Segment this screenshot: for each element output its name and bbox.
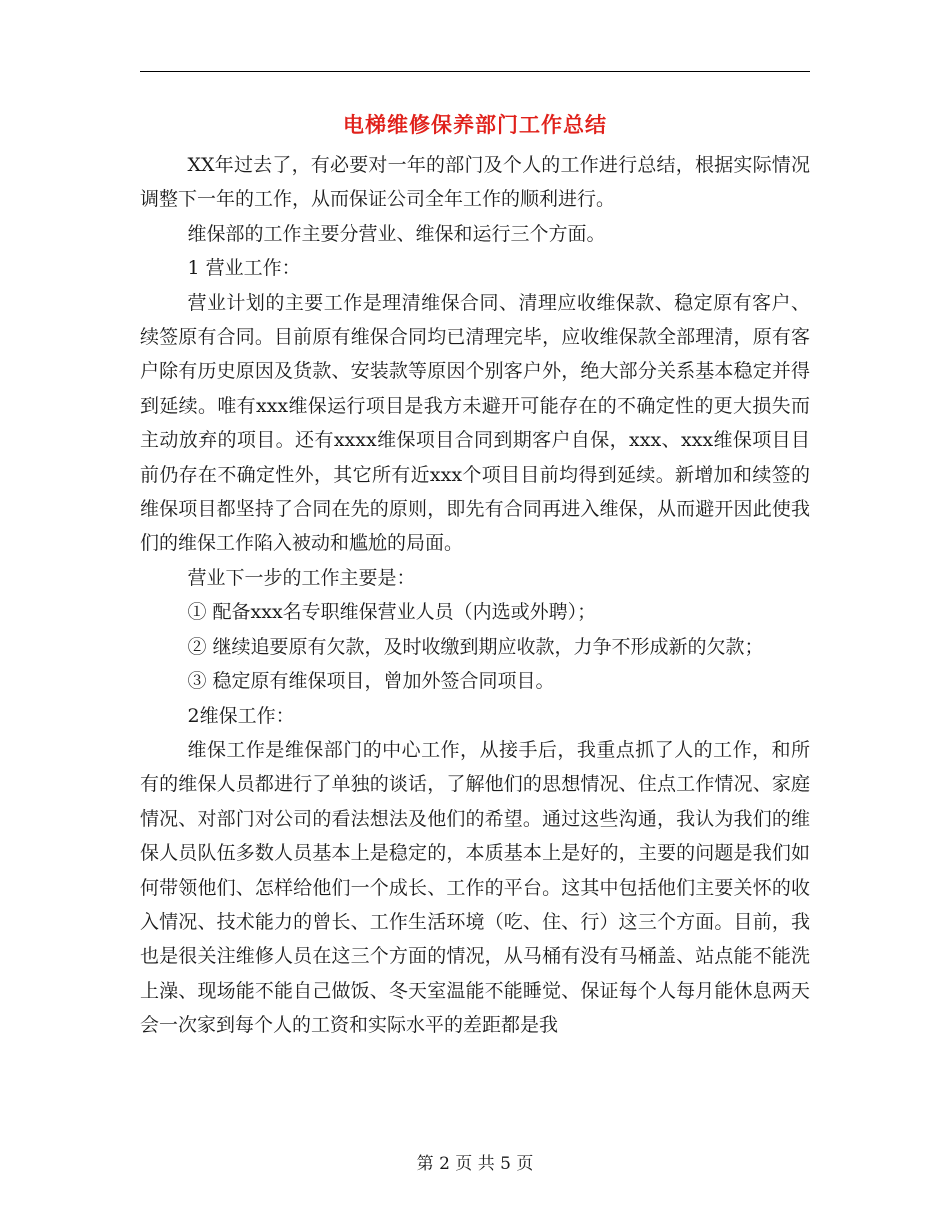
list-item-projects: ③ 稳定原有维保项目，曾加外签合同项目。 — [187, 670, 555, 693]
document-body — [140, 148, 810, 1043]
paragraph-intro: XX年过去了，有必要对一年的部门及个人的工作进行总结，根据实际情况调整下一年的工作，从而保证公司全年工作的顺利进行。 — [140, 154, 810, 211]
paragraph-overview: 维保部的工作主要分营业、维保和运行三个方面。 — [187, 222, 606, 245]
section-heading-maintenance: 2维保工作： — [187, 704, 295, 727]
list-item-collections: ② 继续追要原有欠款，及时收缴到期应收款，力争不形成新的欠款； — [187, 635, 764, 658]
paragraph-maintenance: 维保工作是维保部门的中心工作，从接手后，我重点抓了人的工作，和所有的维保人员都进行了单独的谈话，了解他们的思想情况、住点工作情况、家庭情况、对部门对公司的看法想法及他们的希望。通过这些沟通，我认为我们的维保人员队伍多数人员基本上是稳定的，本质基本上是好的，主要的问题是我们如何带领他们、怎样给他们一个成长、工作的平台。这其中包括他们主要关怀的收入情况、技术能力的曾长、工作生活环境（吃、住、行）这三个方面。目前，我也是很关注维修人员在这三个方面的情况，从马桶有没有马桶盖、站点能不能洗上澡、现场能不能自己做饭、冬天室温能不能睡觉、保证每个人每月能休息两天会一次家到每个人的工资和实际水平的差距都是我 — [140, 738, 810, 1037]
header-rule — [140, 71, 810, 72]
paragraph-sales-next: 营业下一步的工作主要是： — [187, 566, 416, 589]
section-heading-sales: 1 营业工作： — [187, 257, 301, 280]
document-title: 电梯维修保养部门工作总结 — [343, 112, 607, 137]
list-item-staffing: ① 配备xxx名专职维保营业人员（内选或外聘）； — [187, 601, 597, 624]
paragraph-sales-summary: 营业计划的主要工作是理清维保合同、清理应收维保款、稳定原有客户、续签原有合同。目前原有维保合同均已清理完毕，应收维保款全部理清，原有客户除有历史原因及货款、安装款等原因个别客户外，绝大部分关系基本稳定并得到延续。唯有xxx维保运行项目是我方未避开可能存在的不确定性的更大损失而主动放弃的项目。还有xxxx维保项目合同到期客户自保，xxx、xxx维保项目目前仍存在不确定性外，其它所有近xxx个项目目前均得到延续。新增加和续签的维保项目都坚持了合同在先的原则，即先有合同再进入维保，从而避开因此使我们的维保工作陷入被动和尴尬的局面。 — [140, 291, 810, 555]
page-number-footer: 第 2 页 共 5 页 — [416, 1154, 534, 1174]
